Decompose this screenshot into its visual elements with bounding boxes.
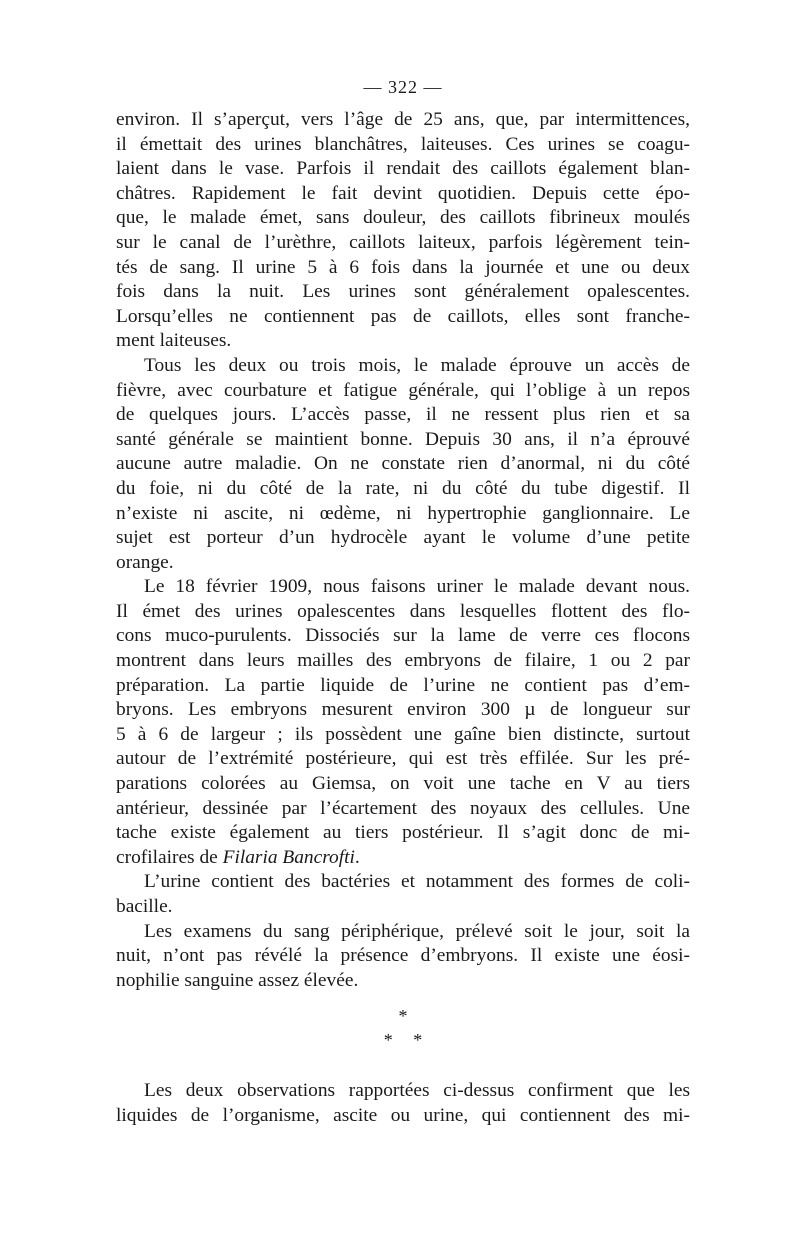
- text-line-with-species: [116, 846, 690, 871]
- text-line: fois dans la nuit. Les urines sont généralement opalescentes.: [116, 281, 690, 303]
- paragraph-2: [116, 354, 690, 575]
- text-line: Lorsqu’elles ne contiennent pas de caillots, elles sont franche-: [116, 305, 690, 327]
- text-line: L’urine contient des bactéries et notamment des formes de coli-: [144, 871, 690, 893]
- text-line: parations colorées au Giemsa, on voit une tache en V au tiers: [116, 773, 690, 795]
- text-line: laient dans le vase. Parfois il rendait des caillots également blan-: [116, 158, 690, 180]
- page-number: — 322 —: [363, 77, 443, 97]
- text-line: il émettait des urines blanchâtres, laiteuses. Ces urines se coagu-: [116, 133, 690, 155]
- separator-bottom-row: [116, 1029, 690, 1053]
- text-line: Le 18 février 1909, nous faisons uriner le malade devant nous.: [144, 576, 690, 598]
- asterisk-icon: *: [398, 1006, 408, 1027]
- text-line: santé générale se maintient bonne. Depuis 30 ans, il n’a éprouvé: [116, 428, 690, 450]
- body-text: [116, 108, 690, 1129]
- text-line: du foie, ni du côté de la rate, ni du côté du tube digestif. Il: [116, 477, 690, 499]
- text-line: tés de sang. Il urine 5 à 6 fois dans la journée et une ou deux: [116, 256, 690, 278]
- text-line: sur le canal de l’urèthre, caillots laiteux, parfois légèrement tein-: [116, 231, 690, 253]
- separator-top-row: [116, 1005, 690, 1029]
- text-line: châtres. Rapidement le fait devint quotidien. Depuis cette épo-: [116, 182, 690, 204]
- text-line: tache existe également au tiers postérieur. Il s’agit donc de mi-: [116, 822, 690, 844]
- text-line: fièvre, avec courbature et fatigue générale, qui l’oblige à un repos: [116, 379, 690, 401]
- text-line: Il émet des urines opalescentes dans lesquelles flottent des flo-: [116, 600, 690, 622]
- species-name: Filaria Bancrofti: [222, 846, 355, 868]
- text-line: bacille.: [116, 896, 173, 917]
- text-line: n’existe ni ascite, ni œdème, ni hypertrophie ganglionnaire. Le: [116, 502, 690, 524]
- text-line: bryons. Les embryons mesurent environ 300 µ de longueur sur: [116, 699, 690, 721]
- text-line: Tous les deux ou trois mois, le malade éprouve un accès de: [144, 354, 690, 376]
- asterisk-icon: *: [383, 1030, 393, 1051]
- text-line: Les deux observations rapportées ci-dessus confirment que les: [144, 1080, 690, 1102]
- text-line: ment laiteuses.: [116, 330, 232, 352]
- section-separator: [116, 1005, 690, 1053]
- text-fragment: crofilaires de: [116, 846, 223, 868]
- text-line: antérieur, dessinée par l’écartement des noyaux des cellules. Une: [116, 797, 690, 819]
- text-line: préparation. La partie liquide de l’urine ne contient pas d’em-: [116, 674, 690, 696]
- text-line: nuit, n’ont pas révélé la présence d’embryons. Il existe une éosi-: [116, 945, 690, 967]
- text-line: autour de l’extrémité postérieure, qui est très effilée. Sur les pré-: [116, 748, 690, 770]
- text-fragment: .: [354, 846, 360, 868]
- paragraph-5: [116, 920, 690, 994]
- text-line: nophilie sanguine assez élevée.: [116, 969, 359, 991]
- text-line: orange.: [116, 551, 174, 573]
- paragraph-3: [116, 575, 690, 870]
- text-line: aucune autre maladie. On ne constate rien d’anormal, ni du côté: [116, 453, 690, 475]
- paragraph-1: [116, 108, 690, 354]
- text-line: environ. Il s’aperçut, vers l’âge de 25 ans, que, par intermittences,: [116, 109, 690, 130]
- text-line: cons muco-purulents. Dissociés sur la lame de verre ces flocons: [116, 625, 690, 647]
- text-line: liquides de l’organisme, ascite ou urine, qui contiennent des mi-: [116, 1104, 690, 1126]
- text-line: de quelques jours. L’accès passe, il ne ressent plus rien et sa: [116, 404, 690, 426]
- text-line: Les examens du sang périphérique, prélevé soit le jour, soit la: [144, 920, 690, 942]
- paragraph-6: [116, 1079, 690, 1128]
- text-line: que, le malade émet, sans douleur, des caillots fibrineux moulés: [116, 207, 690, 229]
- text-line: sujet est porteur d’un hydrocèle ayant le volume d’une petite: [116, 527, 690, 549]
- asterisk-icon: *: [413, 1030, 423, 1051]
- text-line: montrent dans leurs mailles des embryons de filaire, 1 ou 2 par: [116, 650, 690, 672]
- text-line: 5 à 6 de largeur ; ils possèdent une gaîne bien distincte, surtout: [116, 723, 690, 745]
- document-page: [116, 74, 690, 1129]
- paragraph-4: [116, 870, 690, 919]
